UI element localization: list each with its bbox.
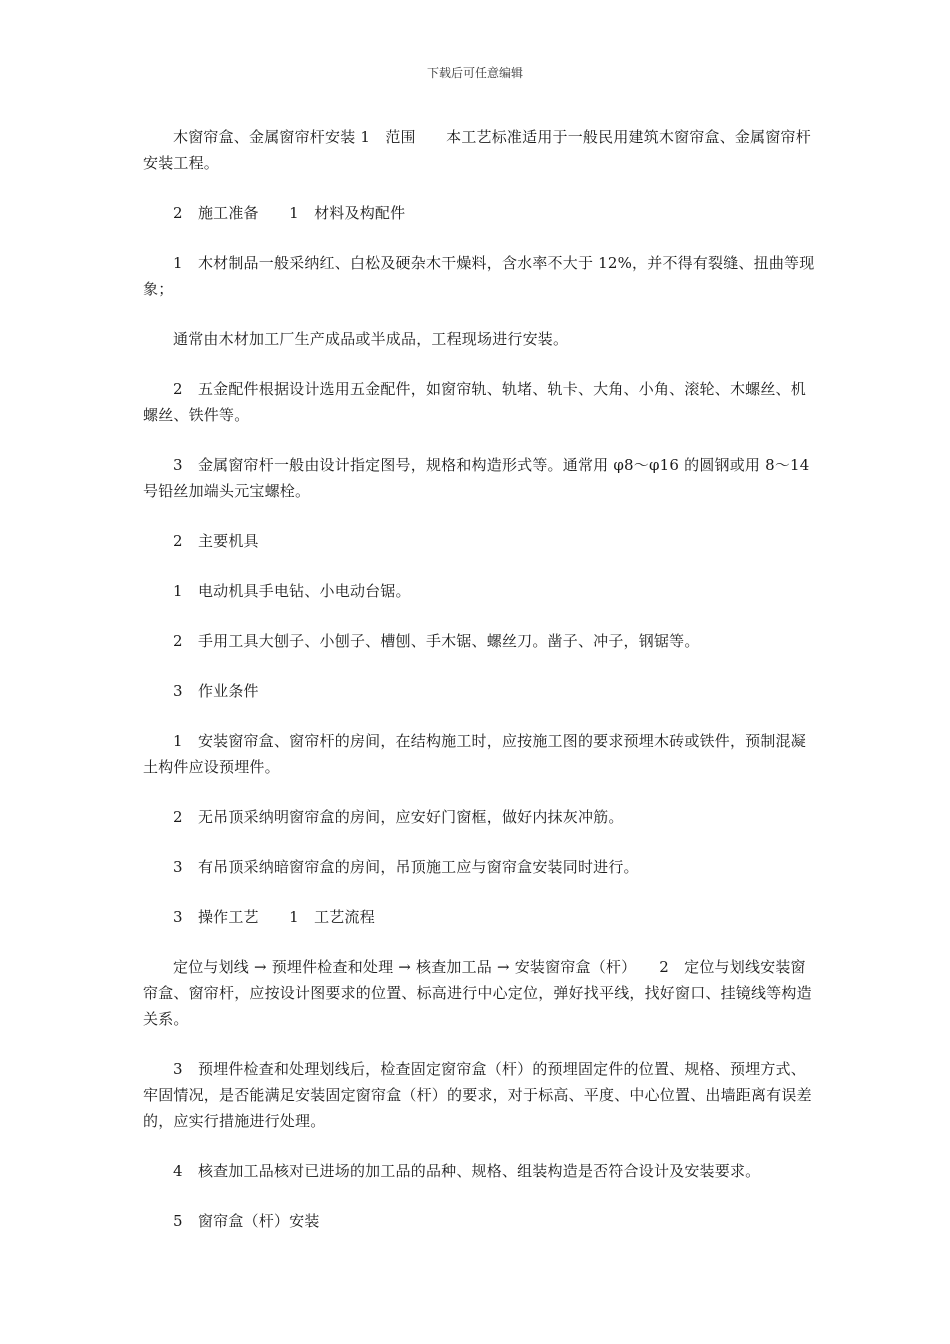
paragraph-process-heading: 3 操作工艺 1 工艺流程 [173,908,375,926]
paragraph-embedded-check: 3 预埋件检查和处理划线后，检查固定窗帘盒（杆）的预埋固定件的位置、规格、预埋方式、牢固情况，是否能满足安装固定窗帘盒（杆）的要求，对于标高、平度、中心位置、出墙距离有误差的，应实行措施进行处理。 [143,1060,812,1130]
paragraph-hardware: 2 五金配件根据设计选用五金配件，如窗帘轨、轨堵、轨卡、大角、小角、滚轮、木螺丝、机螺丝、铁件等。 [143,380,806,424]
paragraph-hand-tools: 2 手用工具大刨子、小刨子、槽刨、手木锯、螺丝刀。凿子、冲子，钢锯等。 [173,632,700,650]
paragraph-wood-materials: 1 木材制品一般采纳红、白松及硬杂木干燥料，含水率不大于 12%，并不得有裂缝、扭曲等现象； [143,254,815,298]
paragraph-scope: 木窗帘盒、金属窗帘杆安装 1 范围 本工艺标准适用于一般民用建筑木窗帘盒、金属窗帘杆安装工程。 [143,128,811,172]
paragraph-condition-2: 2 无吊顶采纳明窗帘盒的房间，应安好门窗框，做好内抹灰冲筋。 [173,808,624,826]
paragraph-process-flow: 定位与划线 → 预埋件检查和处理 → 核查加工品 → 安装窗帘盒（杆） 2 定位与划线安装窗帘盒、窗帘杆，应按设计图要求的位置、标高进行中心定位，弹好找平线，找好窗口、挂镜线等构造关系。 [143,958,812,1028]
paragraph-tools-heading: 2 主要机具 [173,532,259,550]
paragraph-condition-1: 1 安装窗帘盒、窗帘杆的房间，在结构施工时，应按施工图的要求预埋木砖或铁件，预制混凝土构件应设预埋件。 [143,732,806,776]
paragraph-electric-tools: 1 电动机具手电钻、小电动台锯。 [173,582,411,600]
paragraph-verify-products: 4 核查加工品核对已进场的加工品的品种、规格、组装构造是否符合设计及安装要求。 [173,1162,761,1180]
paragraph-install-heading: 5 窗帘盒（杆）安装 [173,1212,320,1230]
paragraph-condition-3: 3 有吊顶采纳暗窗帘盒的房间，吊顶施工应与窗帘盒安装同时进行。 [173,858,639,876]
document-body [143,124,815,1258]
paragraph-conditions-heading: 3 作业条件 [173,682,259,700]
paragraph-preparation-heading: 2 施工准备 1 材料及构配件 [173,204,406,222]
paragraph-metal-rod: 3 金属窗帘杆一般由设计指定图号，规格和构造形式等。通常用 φ8～φ16 的圆钢或用 8～14 号铅丝加端头元宝螺栓。 [143,456,815,500]
paragraph-factory-processing: 通常由木材加工厂生产成品或半成品，工程现场进行安装。 [173,330,569,348]
page-header: 下载后可任意编辑 [426,66,523,80]
